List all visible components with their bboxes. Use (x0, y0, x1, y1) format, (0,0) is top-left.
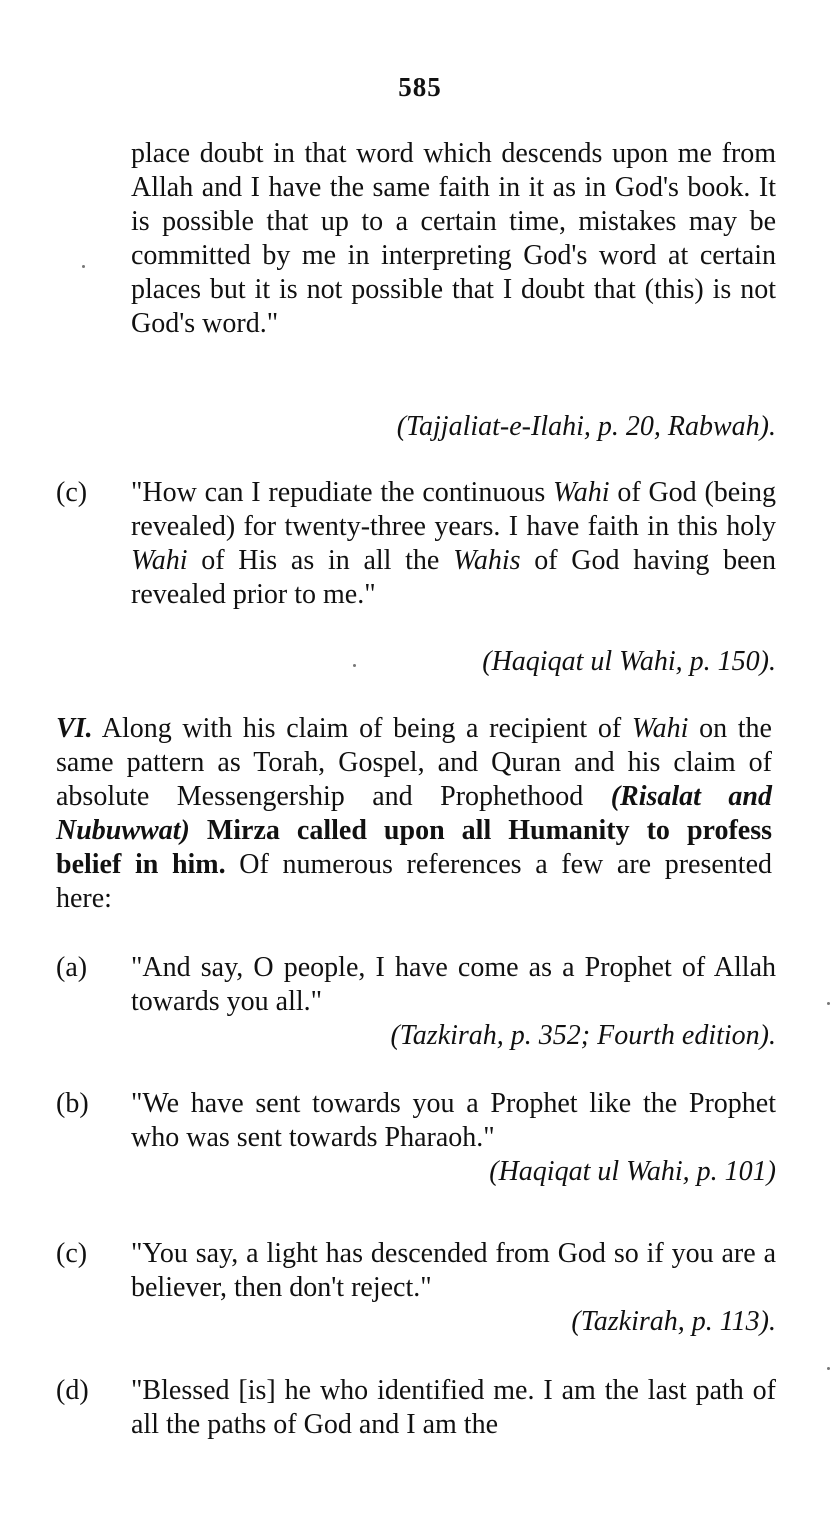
item-label: (a) (56, 952, 88, 983)
item-label: (b) (56, 1088, 89, 1119)
intro-citation: (Tajjaliat-e-Ilahi, p. 20, Rabwah). (396, 411, 776, 442)
item-body: "You say, a light has descended from God so if you are a believer, then don't reject." (131, 1238, 776, 1303)
item-body: "We have sent towards you a Prophet like the Prophet who was sent towards Pharaoh." (131, 1088, 776, 1153)
item-body: "And say, O people, I have come as a Prophet of Allah towards you all." (131, 952, 776, 1017)
item-a-citation: (Tazkirah, p. 352; Fourth edition). (390, 1020, 776, 1051)
item-b-citation: (Haqiqat ul Wahi, p. 101) (489, 1156, 776, 1187)
item-label: (d) (56, 1375, 89, 1406)
item-label: (c) (56, 477, 88, 508)
scan-speck (827, 1002, 830, 1005)
item-c-wahi-citation: (Haqiqat ul Wahi, p. 150). (482, 646, 776, 677)
section-vi-label: VI. (56, 713, 93, 744)
item-body: "How can I repudiate the continuous Wahi of God (being revealed) for twenty-three years. I have faith in this holy Wahi of His as in all the Wahis of God having been revealed prior to me." (131, 477, 776, 610)
page-number: 585 (398, 72, 442, 102)
scan-speck (827, 1367, 830, 1370)
intro-paragraph: place doubt in that word which descends upon me from Allah and I have the same faith in it as in God's book. It is possible that up to a certain time, mistakes may be committed by me in interpreting God's word at certain places but it is not possible that I doubt that (this) is not God's word." (131, 138, 776, 339)
scan-speck (82, 265, 85, 268)
item-body: "Blessed [is] he who identified me. I am the last path of all the paths of God and I am the (131, 1375, 776, 1440)
section-vi-paragraph: VI. Along with his claim of being a recipient of Wahi on the same pattern as Torah, Gospel, and Quran and his claim of absolute Messengership and Prophethood (Risalat and Nubuwwat) Mirza called upon all Humanity to profess belief in him. Of numerous references a few are presented here: (56, 713, 773, 914)
item-c-light-citation: (Tazkirah, p. 113). (571, 1306, 776, 1337)
item-label: (c) (56, 1238, 88, 1269)
scan-speck (353, 664, 356, 667)
